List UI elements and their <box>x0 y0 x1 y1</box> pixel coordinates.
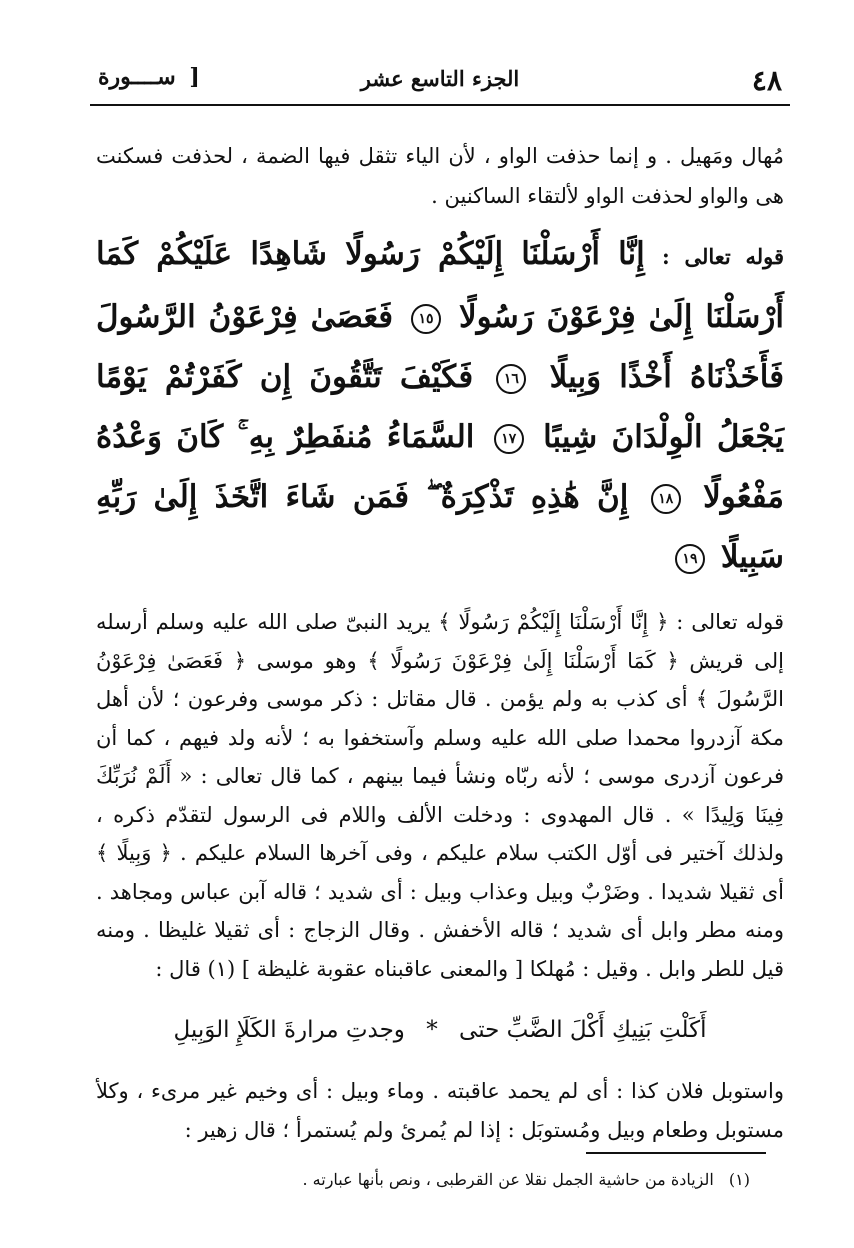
ayah-text-17: فَكَيْفَ تَتَّقُونَ إِن كَفَرْتُمْ يَوْمًا يَجْعَلُ الْوِلْدَانَ شِيبًا <box>96 359 785 455</box>
ayah-number-marker: ١٨ <box>651 484 681 514</box>
ayah-text-18: السَّمَاءُ مُنفَطِرٌ بِهِ ۚ كَانَ وَعْدُهُ مَفْعُولًا <box>96 419 785 515</box>
ayah-text-16: فَعَصَىٰ فِرْعَوْنُ الرَّسُولَ فَأَخَذْنَاهُ أَخْذًا وَبِيلًا <box>96 299 785 395</box>
quran-verse-block <box>96 224 784 587</box>
surah-bracket: [ <box>189 64 200 90</box>
surah-label-text: ســــورة <box>98 64 176 90</box>
commentary-paragraph: قوله تعالى : ﴿ إِنَّا أَرْسَلْنَا إِلَيْكُمْ رَسُولًا ﴾ يريد النبىّ صلى الله عليه وسلم أرسله إلى قريش ﴿ كَمَا أَرْسَلْنَا إِلَىٰ فِرْعَوْنَ رَسُولًا ﴾ وهو موسى ﴿ فَعَصَىٰ فِرْعَوْنُ الرَّسُولَ ﴾ أى كذب به ولم يؤمن . قال مقاتل : ذكر موسى وفرعون ؛ لأن أهل مكة آزدروا محمدا صلى الله عليه وسلم وآستخفوا به ؛ لأنه ولد فيهم ، كما أن فرعون آزدرى موسى ؛ لأنه ربّاه ونشأ فيما بينهم ، كما قال تعالى : « أَلَمْ نُرَبِّكَ فِينَا وَلِيدًا » . قال المهدوى : ودخلت الألف واللام فى الرسول لتقدّم ذكره ، ولذلك آختير فى أوّل الكتب سلام عليكم ، وفى آخرها السلام عليكم . ﴿ وَبِيلًا ﴾ أى ثقيلا شديدا . وضَرْبٌ وبيل وعذاب وبيل : أى شديد ؛ قاله آبن عباس ومجاهد . ومنه مطر وابل أى شديد ؛ قاله الأخفش . وقال الزجاج : أى ثقيلا غليظا . ومنه قيل للطر وابل . وقيل : مُهلكا [ والمعنى عاقبناه عقوبة غليظة ] (١) قال : <box>96 610 784 981</box>
ayah-number-marker: ١٥ <box>411 304 441 334</box>
ayah-number-marker: ١٩ <box>675 544 705 574</box>
commentary-paragraph-2: واستوبل فلان كذا : أى لم يحمد عاقبته . وماء وبيل : أى وخيم غير مرىء ، وكلأ مستوبل وطعام وبيل ومُستوبَل : إذا لم يُمرئ ولم يُستمرأ ؛ قال زهير : <box>96 1079 784 1142</box>
footnote <box>303 1170 751 1189</box>
poem-second-hemistich: وجدتِ مرارةَ الكَلَإِ الوَبِيلِ <box>173 1017 405 1043</box>
verse-lead: قوله تعالى : <box>662 244 784 269</box>
footnote-text: الزيادة من حاشية الجمل نقلا عن القرطبى ، ونص بأنها عبارته . <box>302 1170 714 1189</box>
surah-header-label <box>98 64 200 90</box>
footnote-divider <box>586 1152 766 1154</box>
intro-paragraph: مُهال ومَهيل . و إنما حذفت الواو ، لأن الياء تثقل فيها الضمة ، لحذفت فسكنت هى والواو لحذفت الواو لألتقاء الساكنين . <box>96 144 784 208</box>
poem-verse <box>96 1009 784 1051</box>
ayah-number-marker: ١٧ <box>494 424 524 454</box>
ayah-number-marker: ١٦ <box>496 364 526 394</box>
footnote-number: (١) <box>728 1170 750 1189</box>
page-header <box>90 48 790 106</box>
poem-separator: * <box>426 1017 438 1043</box>
ayah-text-15: إِنَّا أَرْسَلْنَا إِلَيْكُمْ رَسُولًا شَاهِدًا عَلَيْكُمْ كَمَا أَرْسَلْنَا إِلَىٰ فِرْعَوْنَ رَسُولًا <box>96 236 784 335</box>
ayah-text-19: إِنَّ هَٰذِهِ تَذْكِرَةٌ ۖ فَمَن شَاءَ اتَّخَذَ إِلَىٰ رَبِّهِ سَبِيلًا <box>96 479 784 575</box>
running-title: الجزء التاسع عشر <box>360 66 520 91</box>
poem-first-hemistich: أَكَلْتِ بَنِيكِ أَكْلَ الضَّبِّ حتى <box>459 1017 707 1043</box>
page-number: ٤٨ <box>751 64 782 97</box>
